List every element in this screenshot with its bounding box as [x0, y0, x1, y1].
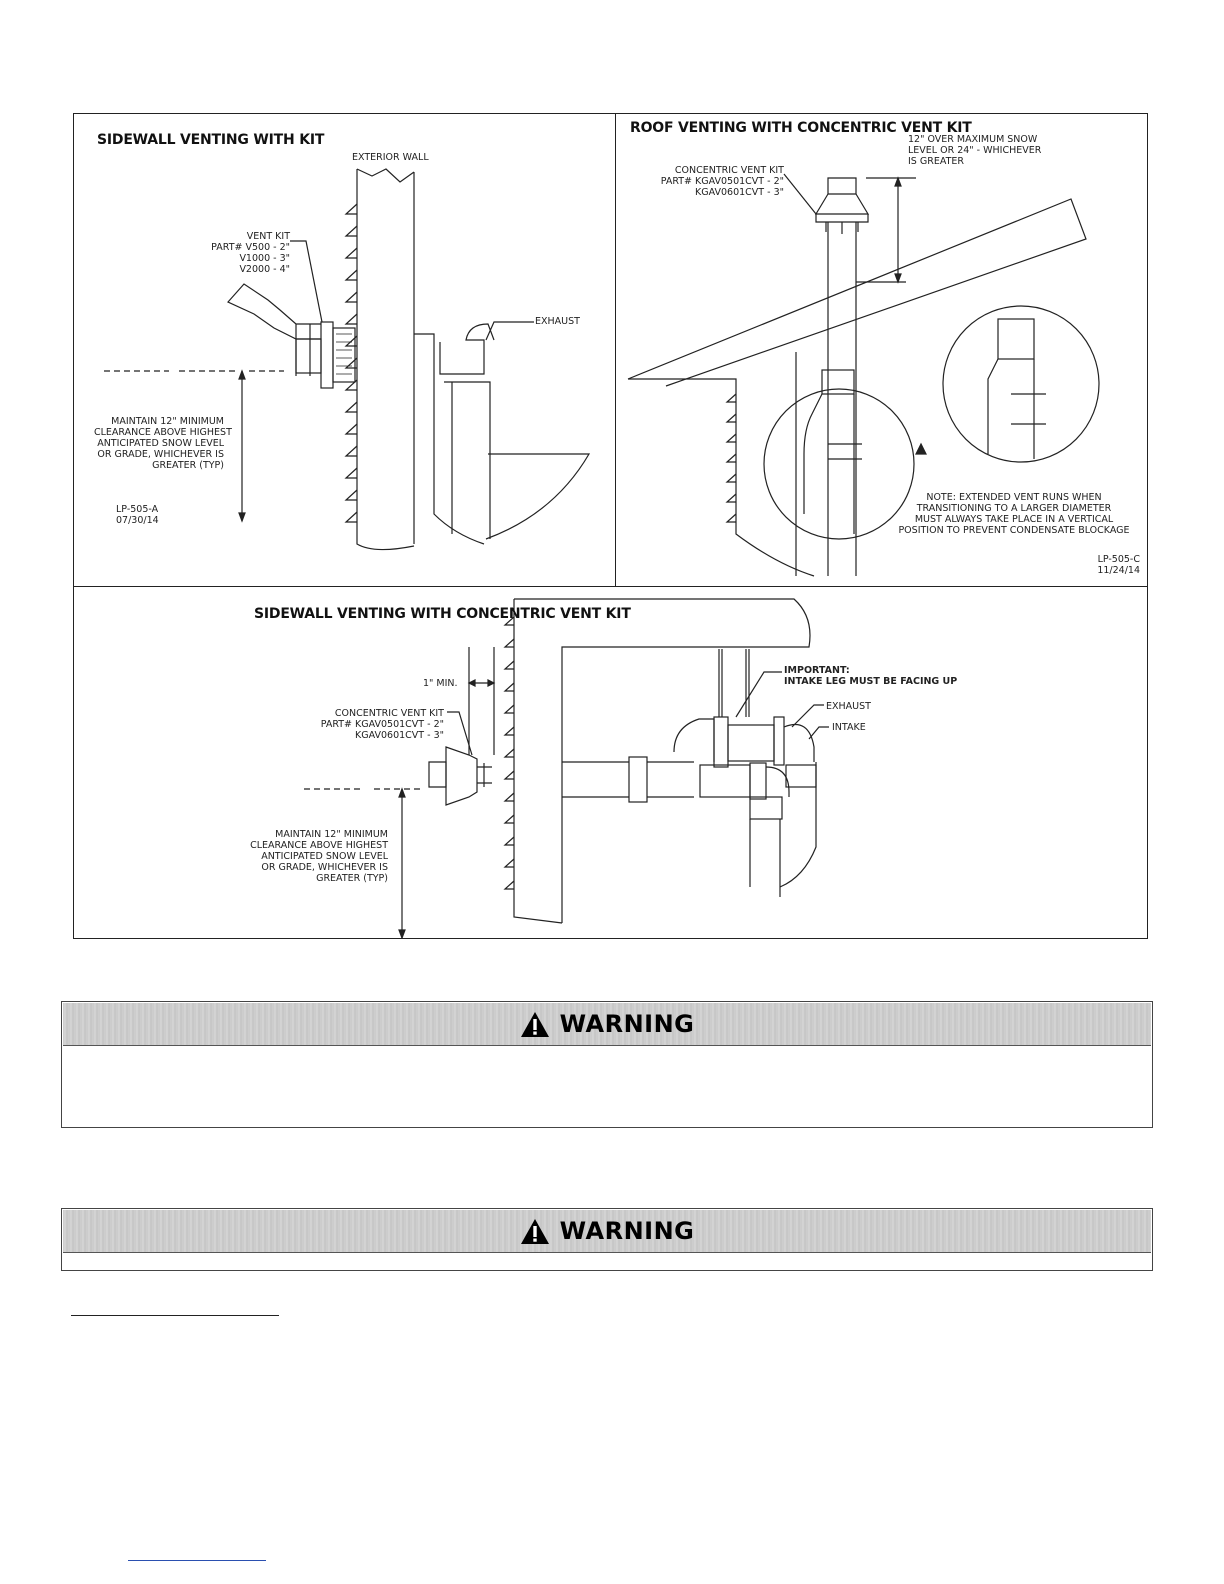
panel-title: SIDEWALL VENTING WITH CONCENTRIC VENT KIT	[254, 606, 631, 622]
intake-label: INTAKE	[832, 722, 866, 733]
exhaust-label: EXHAUST	[535, 316, 580, 327]
panel-sidewall-vent-kit	[74, 114, 616, 587]
clearance-note: MAINTAIN 12" MINIMUM CLEARANCE ABOVE HIGHEST ANTICIPATED SNOW LEVEL OR GRADE, WHICHEVER IS GREATER (TYP)	[94, 416, 232, 471]
concentric-vent-kit-label: CONCENTRIC VENT KIT PART# KGAV0501CVT - 2" KGAV0601CVT - 3"	[320, 708, 444, 741]
panel-roof-venting	[616, 114, 1147, 587]
drawing-id: LP-505-A 07/30/14	[116, 504, 159, 526]
warning-triangle-icon	[520, 1011, 550, 1038]
extended-vent-note: NOTE: EXTENDED VENT RUNS WHEN TRANSITIONING TO A LARGER DIAMETER MUST ALWAYS TAKE PLACE IN A VERTICAL POSITION TO PREVENT CONDENSATE BLOCKAGE	[898, 492, 1130, 536]
exterior-wall-label: EXTERIOR WALL	[352, 152, 429, 163]
warning-header	[63, 1210, 1151, 1253]
clearance-note: MAINTAIN 12" MINIMUM CLEARANCE ABOVE HIGHEST ANTICIPATED SNOW LEVEL OR GRADE, WHICHEVER IS GREATER (TYP)	[250, 829, 388, 884]
warning-triangle-icon	[520, 1218, 550, 1245]
footer-link-underline[interactable]	[128, 1560, 266, 1561]
important-note: IMPORTANT: INTAKE LEG MUST BE FACING UP	[784, 665, 958, 687]
drawing-id: LP-505-C 11/24/14	[1097, 554, 1140, 576]
venting-diagram-figure	[73, 113, 1148, 939]
warning-box	[61, 1001, 1153, 1128]
snow-level-note: 12" OVER MAXIMUM SNOW LEVEL OR 24" - WHICHEVER IS GREATER	[908, 134, 1042, 167]
exhaust-label: EXHAUST	[826, 701, 871, 712]
warning-box	[61, 1208, 1153, 1271]
panel-title: ROOF VENTING WITH CONCENTRIC VENT KIT	[630, 120, 972, 136]
vent-kit-label: VENT KIT PART# V500 - 2" V1000 - 3" V2000 - 4"	[211, 231, 290, 275]
sidewall-concentric-drawing	[74, 587, 1147, 938]
warning-heading: WARNING	[559, 1217, 695, 1245]
concentric-vent-kit-label: CONCENTRIC VENT KIT PART# KGAV0501CVT - 2" KGAV0601CVT - 3"	[660, 165, 784, 198]
min-gap-label: 1" MIN.	[423, 678, 458, 689]
panel-title: SIDEWALL VENTING WITH KIT	[97, 132, 325, 148]
warning-header	[63, 1003, 1151, 1046]
warning-heading: WARNING	[559, 1010, 695, 1038]
panel-sidewall-concentric	[74, 587, 1147, 938]
section-heading-underline	[71, 1315, 279, 1316]
